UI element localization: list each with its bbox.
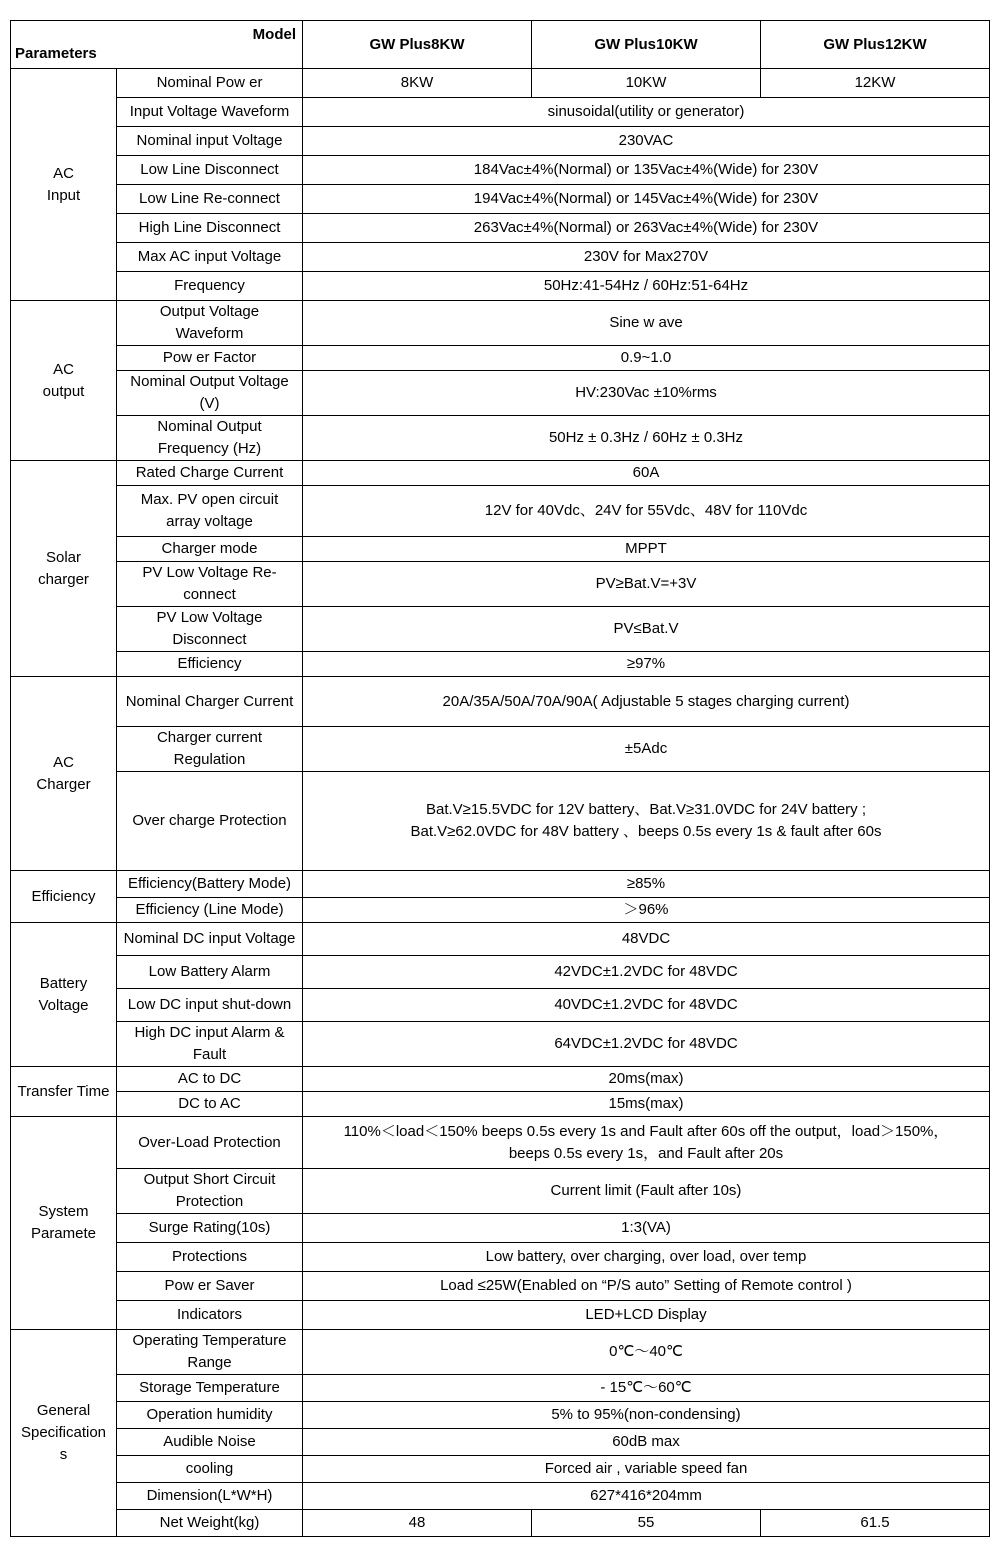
table-row	[11, 1375, 990, 1402]
table-row	[11, 214, 990, 243]
category-cell: Transfer Time	[11, 1067, 117, 1117]
parameter-value-cell: HV:230Vac ±10%rms	[303, 371, 990, 416]
parameter-label-cell: DC to AC	[117, 1092, 303, 1117]
table-row	[11, 272, 990, 301]
parameter-value-cell: 110%＜load＜150% beeps 0.5s every 1s and Fault after 60s off the output，load＞150%， beeps 0.5s every 1s，and Fault after 20s	[303, 1117, 990, 1169]
parameter-label-cell: Efficiency (Line Mode)	[117, 898, 303, 923]
parameter-value-cell: ±5Adc	[303, 727, 990, 772]
spec-table-body	[11, 21, 990, 1537]
parameter-value-cell: 42VDC±1.2VDC for 48VDC	[303, 956, 990, 989]
parameter-value-cell: 0℃～40℃	[303, 1330, 990, 1375]
table-row	[11, 727, 990, 772]
table-row	[11, 1301, 990, 1330]
parameter-value-cell: 60A	[303, 461, 990, 486]
parameter-label-cell: Indicators	[117, 1301, 303, 1330]
category-cell: Efficiency	[11, 871, 117, 923]
table-row	[11, 923, 990, 956]
parameter-label-cell: Efficiency(Battery Mode)	[117, 871, 303, 898]
category-cell: General Specification s	[11, 1330, 117, 1537]
parameter-label-cell: Charger mode	[117, 537, 303, 562]
parameter-value-cell: ＞96%	[303, 898, 990, 923]
parameter-label-cell: Charger current Regulation	[117, 727, 303, 772]
table-row	[11, 537, 990, 562]
category-cell: Solar charger	[11, 461, 117, 677]
parameter-label-cell: Nominal input Voltage	[117, 127, 303, 156]
parameter-value-cell: PV≥Bat.V=+3V	[303, 562, 990, 607]
table-row	[11, 243, 990, 272]
parameter-label-cell: Low Line Disconnect	[117, 156, 303, 185]
parameter-label-cell: Net Weight(kg)	[117, 1510, 303, 1537]
parameter-value-cell: ≥97%	[303, 652, 990, 677]
parameter-value-cell: - 15℃～60℃	[303, 1375, 990, 1402]
spec-table	[10, 20, 990, 1537]
parameter-value-cell: 184Vac±4%(Normal) or 135Vac±4%(Wide) for 230V	[303, 156, 990, 185]
parameter-value-cell: 48	[303, 1510, 532, 1537]
parameter-value-cell: 12V for 40Vdc、24V for 55Vdc、48V for 110Vdc	[303, 486, 990, 537]
table-row	[11, 871, 990, 898]
table-row	[11, 1510, 990, 1537]
parameter-value-cell: ≥85%	[303, 871, 990, 898]
model-label: Model	[252, 26, 296, 43]
model-header-10kw: GW Plus10KW	[532, 21, 761, 69]
parameter-label-cell: cooling	[117, 1456, 303, 1483]
parameter-value-cell: 230VAC	[303, 127, 990, 156]
table-row	[11, 1483, 990, 1510]
parameters-label: Parameters	[15, 45, 97, 62]
parameter-value-cell: 55	[532, 1510, 761, 1537]
parameter-value-cell: Bat.V≥15.5VDC for 12V battery、Bat.V≥31.0VDC for 24V battery ; Bat.V≥62.0VDC for 48V battery 、beeps 0.5s every 1s & fault after 60s	[303, 772, 990, 871]
parameter-label-cell: Over charge Protection	[117, 772, 303, 871]
table-row	[11, 416, 990, 461]
category-cell: System Paramete	[11, 1117, 117, 1330]
table-row	[11, 898, 990, 923]
table-row	[11, 1429, 990, 1456]
parameter-label-cell: High DC input Alarm & Fault	[117, 1022, 303, 1067]
table-header-row	[11, 21, 990, 69]
parameter-label-cell: Frequency	[117, 272, 303, 301]
table-row	[11, 1456, 990, 1483]
table-row	[11, 1067, 990, 1092]
parameter-label-cell: Pow er Saver	[117, 1272, 303, 1301]
table-row	[11, 371, 990, 416]
model-header-12kw: GW Plus12KW	[761, 21, 990, 69]
parameter-label-cell: AC to DC	[117, 1067, 303, 1092]
table-row	[11, 989, 990, 1022]
table-row	[11, 772, 990, 871]
table-row	[11, 127, 990, 156]
parameter-value-cell: 20ms(max)	[303, 1067, 990, 1092]
table-row	[11, 956, 990, 989]
category-cell: AC output	[11, 301, 117, 461]
parameter-value-cell: LED+LCD Display	[303, 1301, 990, 1330]
category-cell: AC Input	[11, 69, 117, 301]
parameter-value-cell: 61.5	[761, 1510, 990, 1537]
parameter-label-cell: Efficiency	[117, 652, 303, 677]
parameter-label-cell: Audible Noise	[117, 1429, 303, 1456]
table-row	[11, 1243, 990, 1272]
parameter-label-cell: Nominal Charger Current	[117, 677, 303, 727]
parameter-label-cell: Max. PV open circuit array voltage	[117, 486, 303, 537]
parameter-value-cell: 194Vac±4%(Normal) or 145Vac±4%(Wide) for 230V	[303, 185, 990, 214]
parameter-value-cell: 230V for Max270V	[303, 243, 990, 272]
table-row	[11, 156, 990, 185]
parameter-value-cell: Low battery, over charging, over load, over temp	[303, 1243, 990, 1272]
parameter-value-cell: 15ms(max)	[303, 1092, 990, 1117]
parameter-label-cell: High Line Disconnect	[117, 214, 303, 243]
parameter-value-cell: Forced air , variable speed fan	[303, 1456, 990, 1483]
table-row	[11, 461, 990, 486]
parameter-value-cell: 48VDC	[303, 923, 990, 956]
table-row	[11, 652, 990, 677]
parameter-value-cell: Load ≤25W(Enabled on “P/S auto” Setting of Remote control )	[303, 1272, 990, 1301]
parameter-label-cell: Dimension(L*W*H)	[117, 1483, 303, 1510]
parameter-value-cell: 263Vac±4%(Normal) or 263Vac±4%(Wide) for 230V	[303, 214, 990, 243]
table-row	[11, 1330, 990, 1375]
parameter-label-cell: Max AC input Voltage	[117, 243, 303, 272]
parameter-value-cell: 0.9~1.0	[303, 346, 990, 371]
table-row	[11, 1272, 990, 1301]
table-row	[11, 301, 990, 346]
table-row	[11, 1402, 990, 1429]
parameter-value-cell: 50Hz:41-54Hz / 60Hz:51-64Hz	[303, 272, 990, 301]
parameter-value-cell: 5% to 95%(non-condensing)	[303, 1402, 990, 1429]
parameter-label-cell: Nominal Pow er	[117, 69, 303, 98]
table-row	[11, 69, 990, 98]
parameter-label-cell: PV Low Voltage Re- connect	[117, 562, 303, 607]
category-cell: AC Charger	[11, 677, 117, 871]
parameter-label-cell: Input Voltage Waveform	[117, 98, 303, 127]
table-row	[11, 185, 990, 214]
parameter-value-cell: 50Hz ± 0.3Hz / 60Hz ± 0.3Hz	[303, 416, 990, 461]
table-row	[11, 1169, 990, 1214]
table-row	[11, 98, 990, 127]
parameter-label-cell: Low Line Re-connect	[117, 185, 303, 214]
table-row	[11, 486, 990, 537]
parameter-value-cell: 1:3(VA)	[303, 1214, 990, 1243]
parameter-label-cell: Nominal Output Frequency (Hz)	[117, 416, 303, 461]
parameter-label-cell: Output Short Circuit Protection	[117, 1169, 303, 1214]
table-row	[11, 607, 990, 652]
table-row	[11, 1092, 990, 1117]
parameter-value-cell: 20A/35A/50A/70A/90A( Adjustable 5 stages charging current)	[303, 677, 990, 727]
parameter-label-cell: Protections	[117, 1243, 303, 1272]
parameter-label-cell: PV Low Voltage Disconnect	[117, 607, 303, 652]
table-row	[11, 1214, 990, 1243]
parameters-header-cell	[11, 21, 303, 69]
parameter-label-cell: Operation humidity	[117, 1402, 303, 1429]
table-row	[11, 677, 990, 727]
model-header-8kw: GW Plus8KW	[303, 21, 532, 69]
parameter-value-cell: 627*416*204mm	[303, 1483, 990, 1510]
parameter-label-cell: Pow er Factor	[117, 346, 303, 371]
parameter-label-cell: Surge Rating(10s)	[117, 1214, 303, 1243]
parameter-value-cell: 60dB max	[303, 1429, 990, 1456]
parameter-label-cell: Nominal DC input Voltage	[117, 923, 303, 956]
category-cell: Battery Voltage	[11, 923, 117, 1067]
parameter-value-cell: 12KW	[761, 69, 990, 98]
parameter-value-cell: PV≤Bat.V	[303, 607, 990, 652]
table-row	[11, 562, 990, 607]
parameter-value-cell: Sine w ave	[303, 301, 990, 346]
parameter-value-cell: sinusoidal(utility or generator)	[303, 98, 990, 127]
parameter-value-cell: 64VDC±1.2VDC for 48VDC	[303, 1022, 990, 1067]
parameter-label-cell: Storage Temperature	[117, 1375, 303, 1402]
parameter-value-cell: MPPT	[303, 537, 990, 562]
table-row	[11, 346, 990, 371]
table-row	[11, 1117, 990, 1169]
parameter-label-cell: Nominal Output Voltage (V)	[117, 371, 303, 416]
parameter-value-cell: 8KW	[303, 69, 532, 98]
parameter-label-cell: Low Battery Alarm	[117, 956, 303, 989]
parameter-label-cell: Low DC input shut-down	[117, 989, 303, 1022]
parameter-value-cell: Current limit (Fault after 10s)	[303, 1169, 990, 1214]
parameter-value-cell: 10KW	[532, 69, 761, 98]
parameter-label-cell: Over-Load Protection	[117, 1117, 303, 1169]
parameter-value-cell: 40VDC±1.2VDC for 48VDC	[303, 989, 990, 1022]
table-row	[11, 1022, 990, 1067]
parameter-label-cell: Output Voltage Waveform	[117, 301, 303, 346]
parameter-label-cell: Rated Charge Current	[117, 461, 303, 486]
parameter-label-cell: Operating Temperature Range	[117, 1330, 303, 1375]
